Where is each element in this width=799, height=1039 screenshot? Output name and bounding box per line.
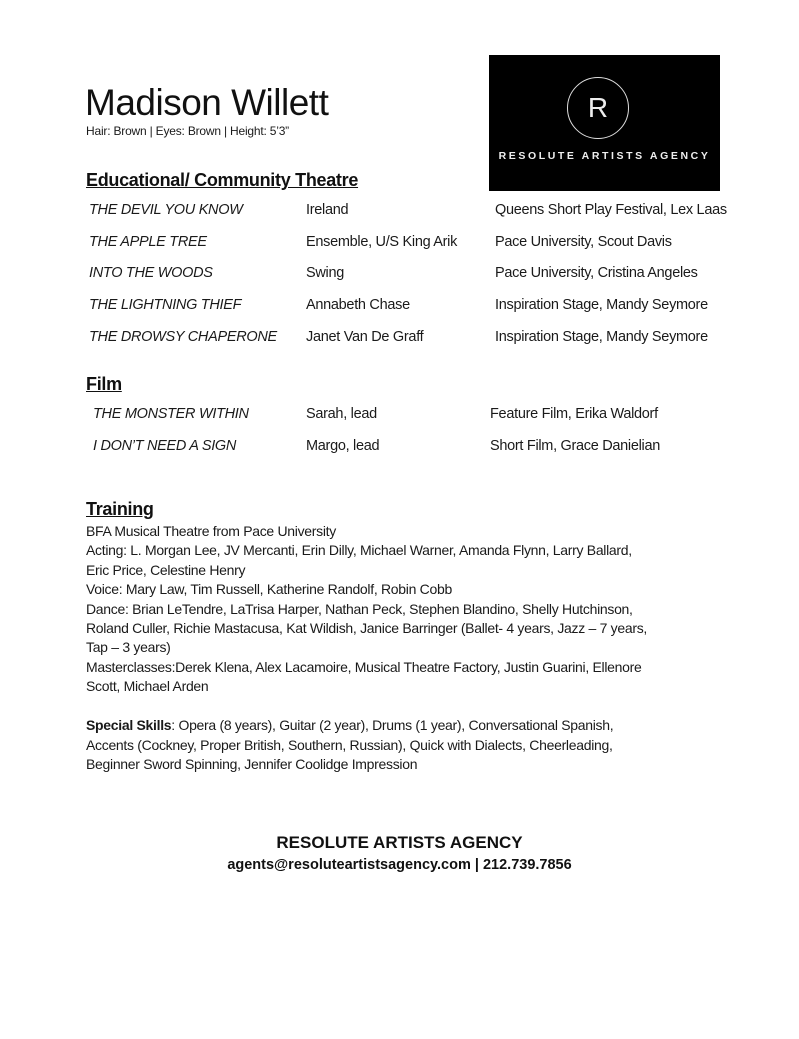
credit-venue: Queens Short Play Festival, Lex Laas: [495, 202, 727, 218]
credit-role: Swing: [306, 265, 344, 281]
film-heading: Film: [86, 374, 122, 394]
credit-title: THE DEVIL YOU KNOW: [89, 202, 243, 218]
training-line: Acting: L. Morgan Lee, JV Mercanti, Erin Dilly, Michael Warner, Amanda Flynn, Larry Ballard,: [86, 542, 632, 559]
special-skills-text: : Opera (8 years), Guitar (2 year), Drums (1 year), Conversational Spanish,: [171, 717, 614, 733]
credit-title: INTO THE WOODS: [89, 265, 213, 281]
training-line: Roland Culler, Richie Mastacusa, Kat Wildish, Janice Barringer (Ballet- 4 years, Jazz – 7 years,: [86, 620, 647, 636]
training-line: BFA Musical Theatre from Pace University: [86, 523, 336, 539]
credit-title: THE MONSTER WITHIN: [93, 406, 249, 422]
credit-title: THE APPLE TREE: [89, 234, 207, 250]
credit-venue: Inspiration Stage, Mandy Seymore: [495, 297, 708, 313]
credit-venue: Pace University, Cristina Angeles: [495, 265, 698, 281]
credit-venue: Feature Film, Erika Waldorf: [490, 406, 658, 422]
theatre-heading: Educational/ Community Theatre: [86, 170, 359, 190]
credit-title: THE LIGHTNING THIEF: [89, 297, 242, 313]
credit-role: Margo, lead: [306, 438, 380, 454]
training-line: Masterclasses:Derek Klena, Alex Lacamoire, Musical Theatre Factory, Justin Guarini, Ellenore: [86, 658, 642, 675]
logo-letter: R: [587, 92, 609, 123]
training-line: Tap – 3 years): [86, 639, 171, 656]
credit-title: I DON’T NEED A SIGN: [93, 438, 237, 454]
footer-agency: RESOLUTE ARTISTS AGENCY: [276, 833, 523, 852]
training-line: Scott, Michael Arden: [86, 678, 209, 695]
footer-contact: agents@resoluteartistsagency.com | 212.739.7856: [227, 857, 572, 873]
credit-title: THE DROWSY CHAPERONE: [89, 329, 277, 345]
actor-stats: Hair: Brown | Eyes: Brown | Height: 5’3”: [86, 124, 289, 138]
training-line: Voice: Mary Law, Tim Russell, Katherine Randolf, Robin Cobb: [86, 581, 452, 598]
special-skills-line: Accents (Cockney, Proper British, Southern, Russian), Quick with Dialects, Cheerleading,: [86, 737, 613, 753]
special-skills-line: [86, 717, 613, 733]
credit-venue: Short Film, Grace Danielian: [490, 438, 660, 454]
training-line: Dance: Brian LeTendre, LaTrisa Harper, Nathan Peck, Stephen Blandino, Shelly Hutchinson,: [86, 600, 633, 617]
actor-name: Madison Willett: [85, 82, 329, 123]
credit-role: Annabeth Chase: [306, 297, 410, 313]
special-skills-label: Special Skills: [86, 717, 172, 733]
training-heading: Training: [86, 499, 154, 519]
credit-role: Ireland: [306, 202, 349, 218]
special-skills-line: Beginner Sword Spinning, Jennifer Coolidge Impression: [86, 756, 418, 772]
credit-venue: Pace University, Scout Davis: [495, 234, 672, 250]
credit-role: Sarah, lead: [306, 406, 377, 422]
logo-agency-name: RESOLUTE ARTISTS AGENCY: [498, 150, 711, 162]
training-line: Eric Price, Celestine Henry: [86, 561, 246, 578]
credit-role: Ensemble, U/S King Arik: [306, 234, 458, 250]
agency-logo: [489, 55, 720, 191]
credit-role: Janet Van De Graff: [306, 329, 424, 345]
credit-venue: Inspiration Stage, Mandy Seymore: [495, 329, 708, 345]
